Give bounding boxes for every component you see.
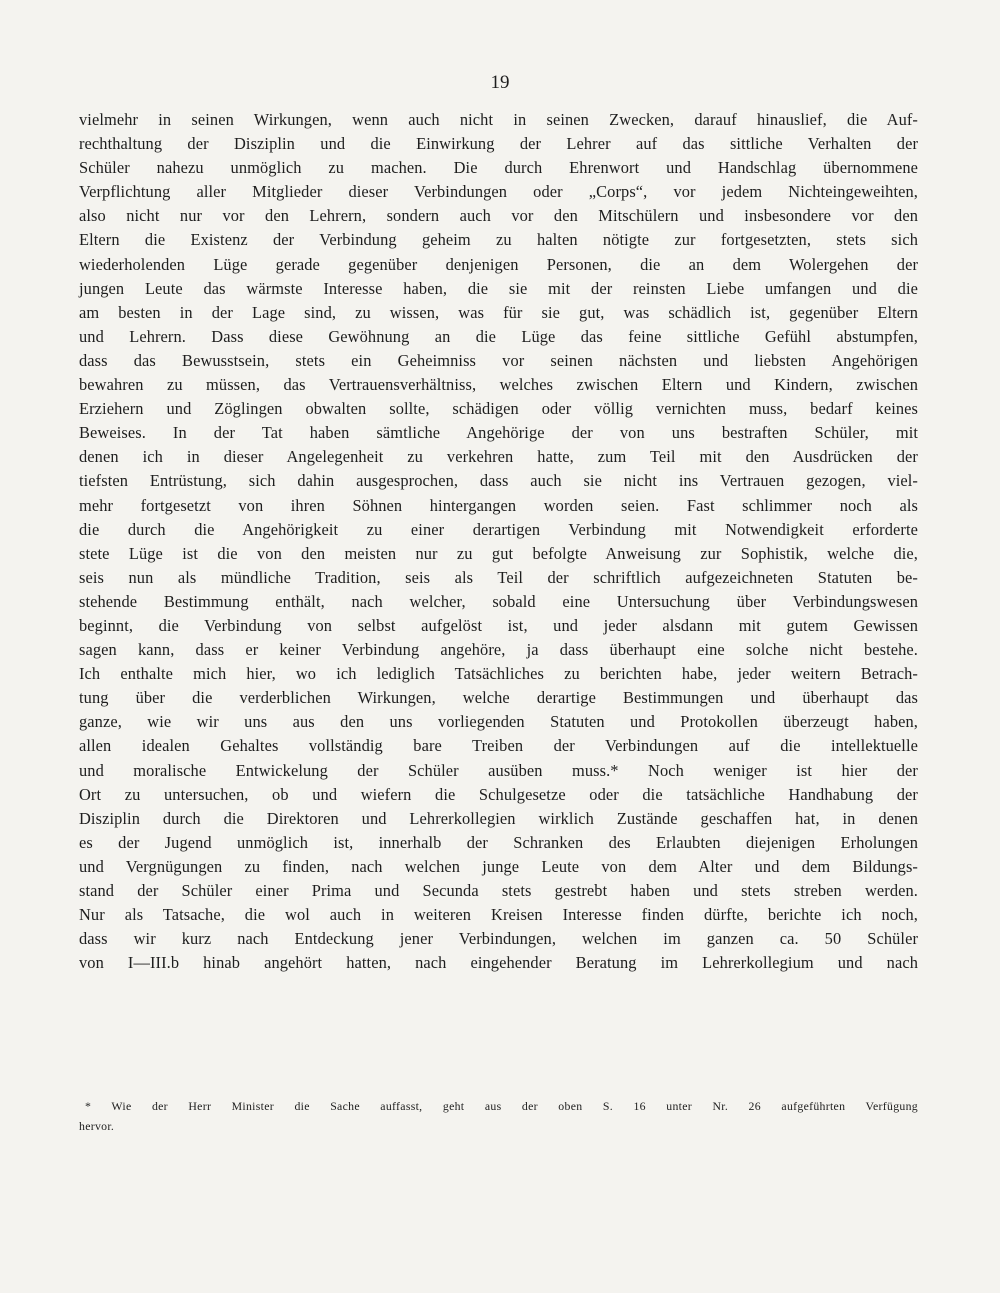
- text-line: Ort zu untersuchen, ob und wiefern die Schulgesetze oder die tatsächliche Handhabung der: [79, 784, 918, 804]
- text-line: sagen kann, dass er keiner Verbindung angehöre, ja dass überhaupt eine solche nicht bestehe.: [79, 640, 918, 660]
- text-line: stand der Schüler einer Prima und Secunda stets gestrebt haben und stets streben werden.: [79, 881, 918, 900]
- text-line: Schüler nahezu unmöglich zu machen. Die durch Ehrenwort und Handschlag übernommene: [79, 158, 918, 178]
- page-number: 19: [490, 72, 510, 93]
- text-line: vielmehr in seinen Wirkungen, wenn auch nicht in seinen Zwecken, darauf hinauslief, die Auf-: [79, 110, 918, 129]
- text-line: also nicht nur vor den Lehrern, sondern auch vor den Mitschülern und insbesondere vor den: [79, 206, 918, 226]
- text-line: denen ich in dieser Angelegenheit zu verkehren hatte, zum Teil mit den Ausdrücken der: [79, 447, 918, 467]
- text-line: und Lehrern. Dass diese Gewöhnung an die Lüge das feine sittliche Gefühl abstumpfen,: [79, 326, 918, 346]
- text-line: Erziehern und Zöglingen obwalten sollte, schädigen oder völlig vernichten muss, bedarf keines: [79, 399, 918, 419]
- footnote-line: * Wie der Herr Minister die Sache auffasst, geht aus der oben S. 16 unter Nr. 26 aufgeführten Verfügung: [85, 1099, 918, 1113]
- text-line: die durch die Angehörigkeit zu einer derartigen Verbindung mit Notwendigkeit erforderte: [79, 519, 918, 539]
- text-line: Disziplin durch die Direktoren und Lehrerkollegien wirklich Zustände geschaffen hat, in denen: [79, 808, 918, 828]
- text-line: am besten in der Lage sind, zu wissen, was für sie gut, was schädlich ist, gegenüber Eltern: [79, 302, 918, 322]
- text-line: mehr fortgesetzt von ihren Söhnen hintergangen worden seien. Fast schlimmer noch als: [79, 495, 918, 515]
- text-line: von I—III.b hinab angehört hatten, nach eingehender Beratung im Lehrerkollegium und nach: [79, 953, 918, 973]
- text-line: stete Lüge ist die von den meisten nur zu gut befolgte Anweisung zur Sophistik, welche die,: [79, 543, 918, 563]
- text-line: allen idealen Gehaltes vollständig bare Treiben der Verbindungen auf die intellektuelle: [79, 736, 918, 756]
- text-line: dass wir kurz nach Entdeckung jener Verbindungen, welchen im ganzen ca. 50 Schüler: [79, 929, 918, 949]
- text-line: Beweises. In der Tat haben sämtliche Angehörige der von uns bestraften Schüler, mit: [79, 423, 918, 443]
- text-line: wiederholenden Lüge gerade gegenüber denjenigen Personen, die an dem Wolergehen der: [79, 254, 918, 274]
- text-line: tiefsten Entrüstung, sich dahin ausgesprochen, dass auch sie nicht ins Vertrauen gezogen, viel-: [79, 471, 918, 491]
- text-line: ganze, wie wir uns aus den uns vorliegenden Statuten und Protokollen überzeugt haben,: [79, 712, 918, 732]
- text-line: stehende Bestimmung enthält, nach welcher, sobald eine Untersuchung über Verbindungswesen: [79, 591, 918, 611]
- footnote-line: hervor.: [79, 1119, 115, 1133]
- text-line: bewahren zu müssen, das Vertrauensverhältniss, welches zwischen Eltern und Kindern, zwischen: [79, 375, 918, 395]
- text-line: rechthaltung der Disziplin und die Einwirkung der Lehrer auf das sittliche Verhalten der: [79, 134, 918, 154]
- text-line: tung über die verderblichen Wirkungen, welche derartige Bestimmungen und überhaupt das: [79, 688, 918, 708]
- text-line: es der Jugend unmöglich ist, innerhalb der Schranken des Erlaubten diejenigen Erholungen: [79, 832, 918, 852]
- text-line: dass das Bewusstsein, stets ein Geheimniss vor seinen nächsten und liebsten Angehörigen: [79, 350, 918, 370]
- text-line: Eltern die Existenz der Verbindung geheim zu halten nötigte zur fortgesetzten, stets sich: [79, 230, 918, 250]
- body-text: [79, 108, 918, 975]
- text-line: beginnt, die Verbindung von selbst aufgelöst ist, und jeder alsdann mit gutem Gewissen: [79, 615, 918, 635]
- text-line: jungen Leute das wärmste Interesse haben, die sie mit der reinsten Liebe umfangen und die: [79, 278, 918, 298]
- text-line: seis nun als mündliche Tradition, seis als Teil der schriftlich aufgezeichneten Statuten be-: [79, 567, 918, 587]
- text-line: und moralische Entwickelung der Schüler ausüben muss.* Noch weniger ist hier der: [79, 760, 918, 780]
- footnote: [79, 1096, 918, 1136]
- text-line: Ich enthalte mich hier, wo ich lediglich Tatsächliches zu berichten habe, jeder weitern Betrach-: [79, 664, 918, 684]
- text-line: und Vergnügungen zu finden, nach welchen junge Leute von dem Alter und dem Bildungs-: [79, 856, 918, 876]
- text-line: Verpflichtung aller Mitglieder dieser Verbindungen oder „Corps“, vor jedem Nichteingeweihten,: [79, 182, 918, 202]
- text-line: Nur als Tatsache, die wol auch in weiteren Kreisen Interesse finden dürfte, berichte ich noch,: [79, 905, 918, 925]
